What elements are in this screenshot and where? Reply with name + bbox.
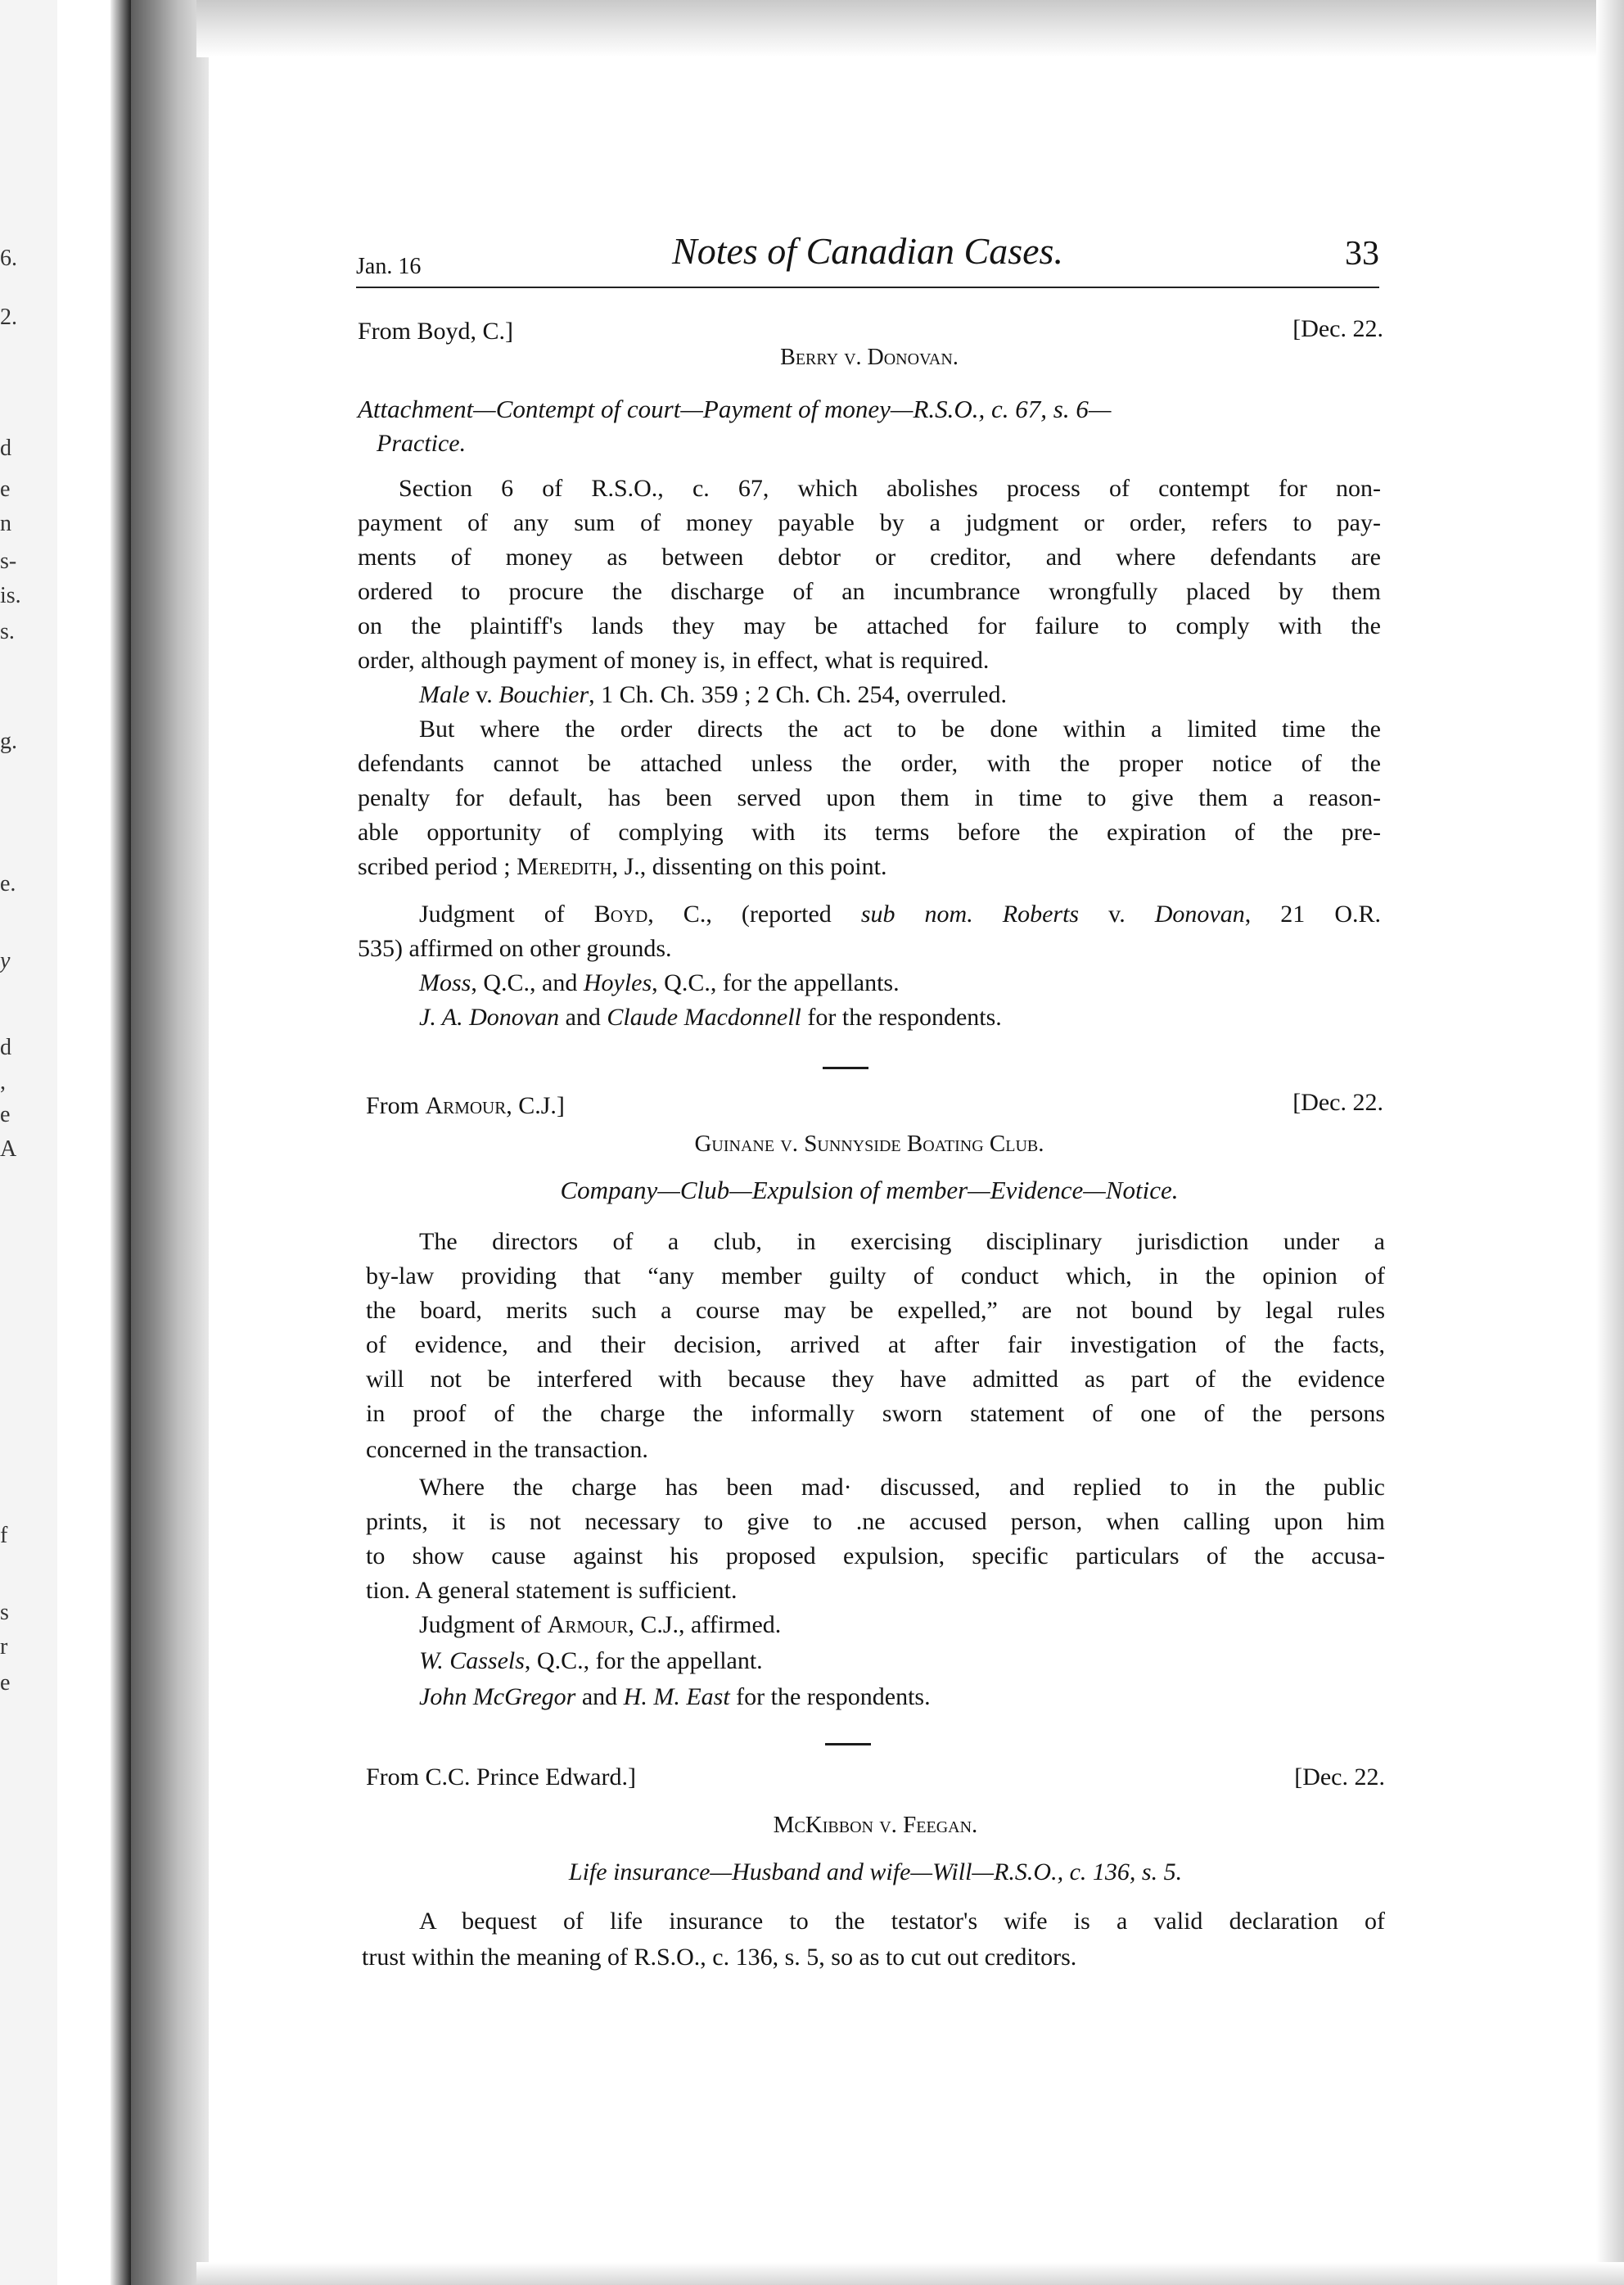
counsel-name: H. M. East (623, 1683, 730, 1710)
body-line: ordered to procure the discharge of an incumbrance wrongfully placed by them (358, 578, 1381, 605)
case-headnote: Life insurance—Husband and wife—Will—R.S.O., c. 136, s. 5. (568, 1858, 1183, 1885)
body-line: prints, it is not necessary to give to .ne accused person, when calling upon him (366, 1508, 1385, 1535)
page-number: 33 (1345, 235, 1379, 273)
text-run: for the respondents. (729, 1683, 931, 1710)
body-line: will not be interfered with because they have admitted as part of the evidence (366, 1366, 1385, 1393)
text-run: Judgment of (419, 901, 594, 928)
margin-fragment: r (0, 1634, 8, 1660)
case-court-from: From Boyd, C.] (358, 318, 514, 345)
counsel-name: W. Cassels (419, 1647, 525, 1674)
text-run: , Q.C., for the appellant. (524, 1647, 763, 1674)
body-line: ments of money as between debtor or creditor, and where defendants are (358, 544, 1381, 571)
margin-fragment: A (0, 1136, 17, 1162)
margin-fragment: e. (0, 871, 16, 896)
body-line: 535) affirmed on other grounds. (358, 935, 672, 962)
case-title: McKibbon v. Feegan. (773, 1812, 978, 1838)
case-name: sub nom. Roberts (860, 901, 1080, 928)
versus: v. (469, 681, 499, 708)
text-run: and (575, 1683, 624, 1710)
text-run: for the respondents. (801, 1004, 1002, 1031)
judgment-line (419, 1611, 781, 1639)
body-line: of evidence, and their decision, arrived at after fair investigation of the facts, (366, 1331, 1385, 1358)
dissent-line (358, 853, 886, 881)
case-date: [Dec. 22. (1292, 1089, 1383, 1116)
text-run: From (366, 1092, 426, 1119)
case-headnote: Attachment—Contempt of court—Payment of money—R.S.O., c. 67, s. 6— (358, 395, 1112, 423)
header-date: Jan. 16 (356, 254, 422, 279)
margin-fragment: y (0, 948, 11, 973)
body-line: Section 6 of R.S.O., c. 67, which abolishes process of contempt for non- (399, 475, 1381, 502)
body-line: able opportunity of complying with its terms before the expiration of the pre- (358, 819, 1381, 846)
case-date: [Dec. 22. (1294, 1763, 1385, 1791)
counsel-name: Hoyles (583, 969, 652, 996)
text-run: , Q.C., for the appellants. (652, 969, 900, 996)
text-run: Judgment of (419, 1611, 548, 1638)
body-line: on the plaintiff's lands they may be attached for failure to comply with the (358, 612, 1381, 639)
margin-fragment: , (0, 1069, 6, 1095)
judge-name: Boyd (593, 901, 648, 928)
text-run: , C., (reported (647, 901, 861, 928)
margin-fragment: e (0, 476, 11, 502)
case-date: [Dec. 22. (1292, 315, 1383, 342)
text-run: , C.J.] (506, 1092, 565, 1119)
text-run: and (559, 1004, 607, 1031)
section-divider (823, 1067, 868, 1069)
counsel-line (419, 969, 900, 997)
text-run: , J., dissenting on this point. (611, 853, 887, 880)
case-title: Berry v. Donovan. (780, 345, 959, 370)
body-line: A bequest of life insurance to the testator's wife is a valid declaration of (419, 1908, 1385, 1935)
body-line: to show cause against his proposed expulsion, specific particulars of the accusa- (366, 1542, 1385, 1569)
case-court-from (366, 1092, 565, 1120)
header-title: Notes of Canadian Cases. (672, 230, 1063, 272)
margin-fragment: s. (0, 619, 15, 644)
judge-name: Armour (547, 1611, 629, 1638)
margin-fragment: 2. (0, 305, 17, 330)
case-headnote: Company—Club—Expulsion of member—Evidence—Notice. (560, 1176, 1179, 1204)
body-line: in proof of the charge the informally sworn statement of one of the persons (366, 1400, 1385, 1427)
body-line: by-law providing that “any member guilty of conduct which, in the opinion of (366, 1262, 1385, 1289)
body-line: penalty for default, has been served upon them in time to give them a reason- (358, 784, 1381, 811)
margin-fragment: d (0, 1035, 11, 1060)
judge-name: Meredith (517, 853, 612, 880)
counsel-name: Moss (419, 969, 471, 996)
versus: v. (1079, 901, 1155, 928)
scan-right-edge (1596, 0, 1624, 2285)
scan-binding-gutter (131, 0, 209, 2285)
judgment-line (419, 901, 1381, 928)
case-title: Guinane v. Sunnyside Boating Club. (694, 1131, 1044, 1157)
case-headnote-cont: Practice. (377, 430, 467, 457)
counsel-name: John McGregor (419, 1683, 576, 1710)
judge-name: Armour (425, 1092, 507, 1119)
body-line: trust within the meaning of R.S.O., c. 136, s. 5, so as to cut out creditors. (362, 1944, 1077, 1971)
margin-fragment: n (0, 511, 11, 536)
margin-fragment: e (0, 1670, 11, 1696)
margin-fragment: d (0, 436, 11, 461)
case-name: Male (419, 681, 470, 708)
body-line: But where the order directs the act to be done within a limited time the (419, 716, 1381, 743)
body-line: defendants cannot be attached unless the order, with the proper notice of the (358, 750, 1381, 777)
scan-bottom-edge (196, 2262, 1624, 2285)
body-line: concerned in the transaction. (366, 1436, 648, 1463)
citation-line (419, 681, 1007, 709)
text-run: , 21 O.R. (1244, 901, 1381, 928)
case-name: Bouchier (498, 681, 589, 708)
scan-top-edge (196, 0, 1624, 57)
body-line: Where the charge has been mad· discussed, and replied to in the public (419, 1474, 1385, 1501)
text-run: , Q.C., and (471, 969, 584, 996)
margin-fragment: g. (0, 729, 17, 754)
case-name: Donovan (1154, 901, 1245, 928)
counsel-line (419, 1683, 931, 1711)
counsel-name: J. A. Donovan (419, 1004, 560, 1031)
running-header (356, 229, 1379, 288)
margin-fragment: f (0, 1523, 8, 1548)
body-line: The directors of a club, in exercising disciplinary jurisdiction under a (419, 1228, 1385, 1255)
counsel-line (419, 1647, 763, 1675)
body-line: payment of any sum of money payable by a judgment or order, refers to pay- (358, 509, 1381, 536)
margin-fragment: s- (0, 549, 17, 574)
counsel-name: Claude Macdonnell (607, 1004, 801, 1031)
body-line: tion. A general statement is sufficient. (366, 1577, 738, 1604)
text-run: , C.J., affirmed. (628, 1611, 782, 1638)
body-line: order, although payment of money is, in effect, what is required. (358, 647, 990, 674)
margin-fragment: e (0, 1102, 11, 1127)
text-run: scribed period ; (358, 853, 517, 880)
margin-fragment: 6. (0, 246, 17, 271)
counsel-line (419, 1004, 1002, 1032)
section-divider (825, 1743, 871, 1745)
body-line: the board, merits such a course may be expelled,” are not bound by legal rules (366, 1297, 1385, 1324)
margin-fragment: is. (0, 583, 21, 608)
citation-text: , 1 Ch. Ch. 359 ; 2 Ch. Ch. 254, overruled. (589, 681, 1007, 708)
margin-fragment: s (0, 1600, 9, 1625)
case-court-from: From C.C. Prince Edward.] (366, 1763, 636, 1791)
